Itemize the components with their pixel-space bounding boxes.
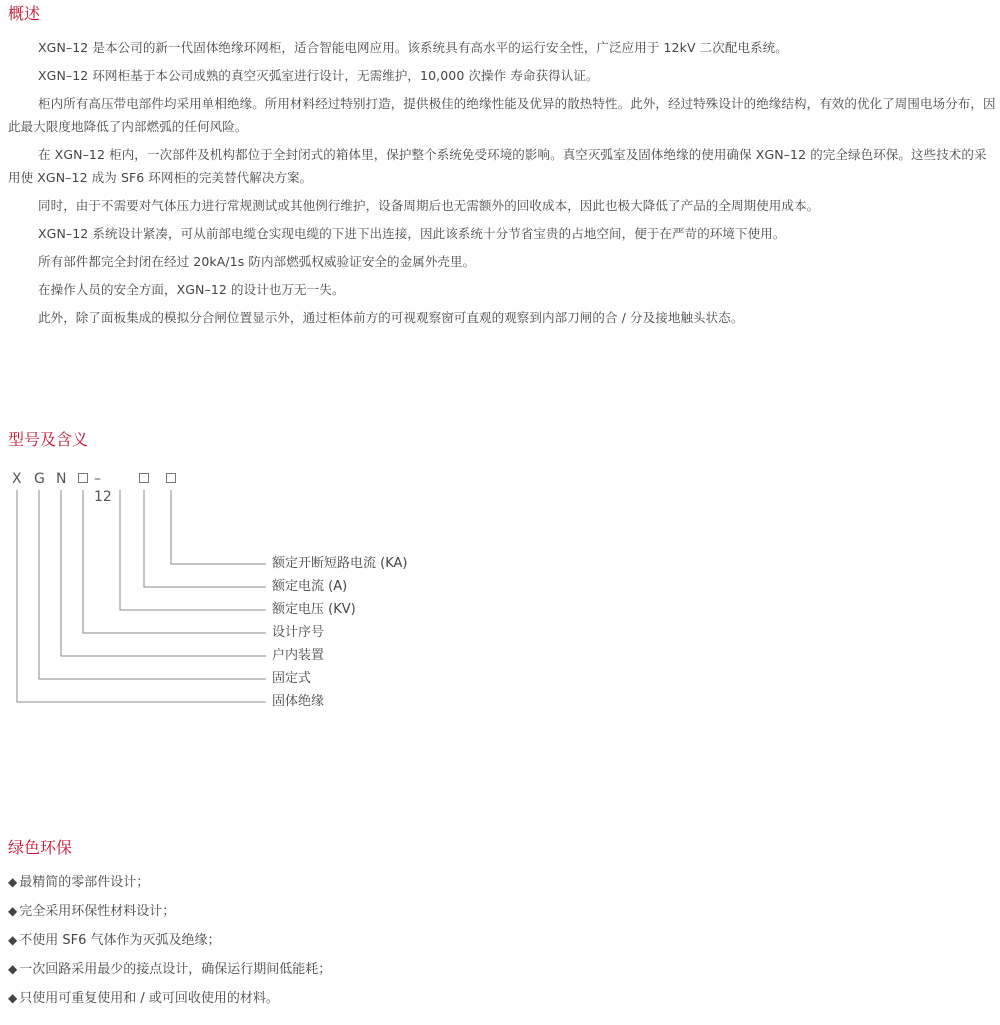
overview-body [8,36,998,334]
overview-paragraph: XGN–12 系统设计紧凑，可从前部电缆仓实现电缆的下进下出连接，因此该系统十分节省宝贵的占地空间，便于在严苛的环境下使用。 [38,226,786,241]
list-item [8,874,331,903]
meaning-rated-voltage: 额定电压 (KV) [272,602,356,617]
meaning-fixed-type: 固定式 [272,671,312,686]
model-title: 型号及含义 [8,430,89,449]
list-item [8,961,331,990]
overview-paragraph: 此外，除了面板集成的模拟分合闸位置显示外，通过柜体前方的可视观察窗可直观的观察到内部刀闸的合 / 分及接地触头状态。 [38,310,744,325]
list-item-text: 一次回路采用最少的接点设计，确保运行期间低能耗； [19,962,332,977]
code-letter-g: G [34,471,45,487]
overview-paragraph: XGN–12 环网柜基于本公司成熟的真空灭弧室进行设计，无需维护，10,000 次操作 寿命获得认证。 [38,68,599,83]
overview-paragraph: 所有部件都完全封闭在经过 20kA/1s 防内部燃弧权威验证安全的金属外壳里。 [38,254,476,269]
overview-paragraph: XGN–12 是本公司的新一代固体绝缘环网柜，适合智能电网应用。该系统具有高水平的运行安全性，广泛应用于 12kV 二次配电系统。 [38,40,788,55]
overview-paragraph: 在操作人员的安全方面，XGN–12 的设计也万无一失。 [38,282,345,297]
diamond-bullet-icon: ◆ [8,875,18,889]
leader-line [144,490,266,587]
green-title: 绿色环保 [8,838,73,857]
list-item-text: 不使用 SF6 气体作为灭弧及绝缘； [19,933,221,948]
list-item [8,932,331,961]
leader-line [61,490,266,656]
list-item [8,903,331,932]
diamond-bullet-icon: ◆ [8,904,18,918]
code-letter-x: X [12,471,22,487]
model-code-diagram [8,468,508,728]
leader-line [17,490,266,702]
overview-paragraph: 在 XGN–12 柜内，一次部件及机构都位于全封闭式的箱体里，保护整个系统免受环境的影响。真空灭弧室及固体绝缘的使用确保 XGN–12 的完全绿色环保。这些技术的采用使 XGN–12 成为 SF6 环网柜的完美替代解决方案。 [8,147,987,185]
diamond-bullet-icon: ◆ [8,962,18,976]
leader-line [83,490,266,633]
meaning-rated-current: 额定电流 (A) [272,579,348,594]
overview-paragraph: 柜内所有高压带电部件均采用单相绝缘。所用材料经过特别打造，提供极佳的绝缘性能及优异的散热特性。此外，经过特殊设计的绝缘结构，有效的优化了周围电场分布，因此最大限度地降低了内部燃弧的任何风险。 [8,96,996,134]
diamond-bullet-icon: ◆ [8,933,18,947]
diamond-bullet-icon: ◆ [8,991,18,1005]
meaning-design-number: 设计序号 [272,625,325,640]
meaning-rated-breaking-current: 额定开断短路电流 (KA) [272,556,408,571]
overview-paragraph: 同时，由于不需要对气体压力进行常规测试或其他例行维护，设备周期后也无需额外的回收成本，因此也极大降低了产品的全周期使用成本。 [38,198,820,213]
meaning-indoor-device: 户内装置 [272,648,325,663]
leader-line [120,490,266,610]
list-item-text: 只使用可重复使用和 / 或可回收使用的材料。 [19,991,279,1006]
green-feature-list [8,874,331,1019]
list-item [8,990,331,1019]
leader-line [39,490,266,679]
code-dash-12: – 12 [94,471,112,505]
leader-line [171,490,266,564]
list-item-text: 最精简的零部件设计； [19,875,150,890]
list-item-text: 完全采用环保性材料设计； [19,904,176,919]
leader-lines [8,468,278,718]
meaning-solid-insulation: 固体绝缘 [272,694,325,709]
overview-title: 概述 [8,4,41,23]
code-letter-n: N [56,471,67,487]
